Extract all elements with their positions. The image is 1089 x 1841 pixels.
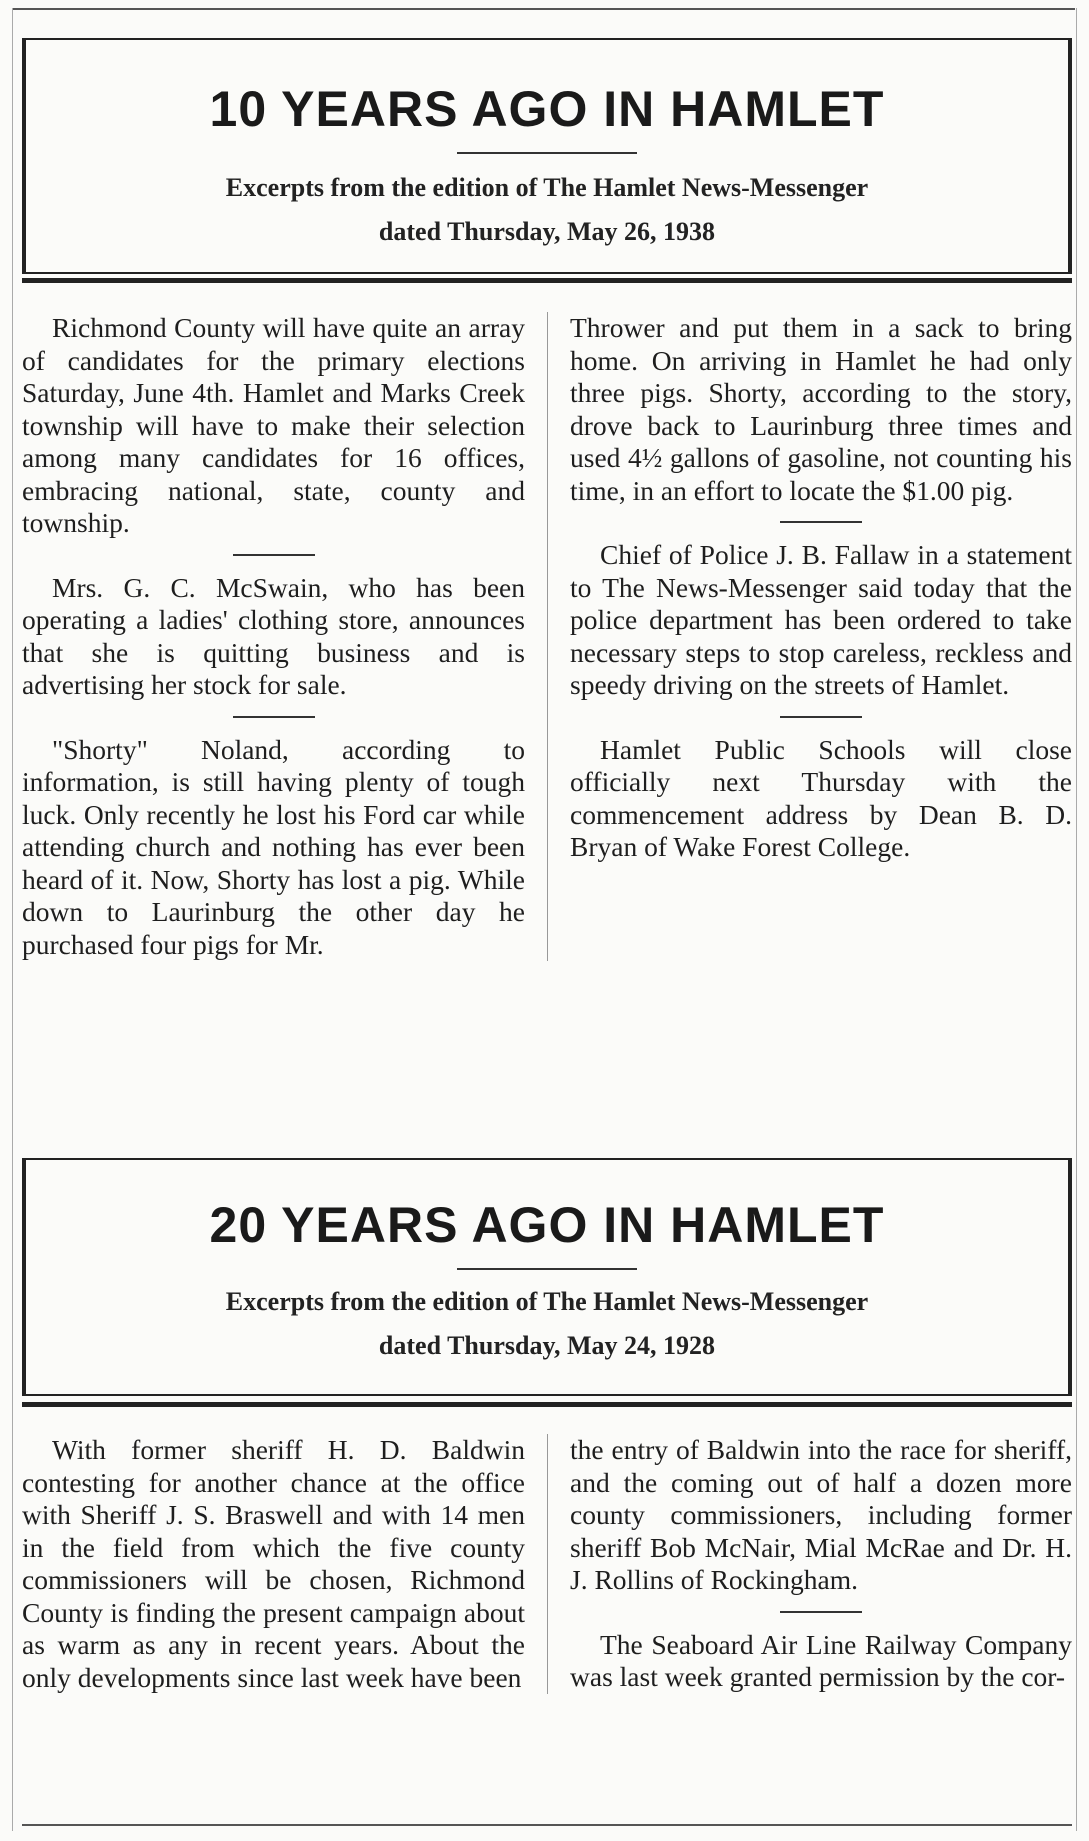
- section-2-subtitle-line-1: Excerpts from the edition of The Hamlet News-Messenger: [225, 1287, 869, 1316]
- section-2-left-column: [22, 1434, 547, 1694]
- section-1-left-column: [22, 312, 547, 961]
- bottom-border-rule: [22, 1824, 1072, 1826]
- section-1-subtitle-line-1: Excerpts from the edition of The Hamlet News-Messenger: [225, 173, 869, 202]
- article-shorty-noland: "Shorty" Noland, according to information, is still having plenty of tough luck. Only recently he lost his Ford car while attending church and nothing has ever been heard of it. Now, Shorty has lost a pig. While down to Laurinburg the other day he purchased four pigs for Mr.: [22, 733, 525, 960]
- left-margin-rule: [12, 8, 13, 1831]
- article-seaboard-railway: The Seaboard Air Line Railway Company was last week granted permission by the cor-: [570, 1628, 1072, 1692]
- section-2-title-rule: [457, 1268, 637, 1270]
- section-1-header-box: [22, 38, 1072, 274]
- section-1-right-column: [547, 312, 1072, 961]
- article-primary-elections: Richmond County will have quite an array of candidates for the primary elections Saturday, June 4th. Hamlet and Marks Creek township will have to make their selection among many candidates for 16 offices, embracing national, state, county and township.: [22, 312, 525, 538]
- top-border-rule: [12, 8, 1075, 10]
- article-police-chief: Chief of Police J. B. Fallaw in a statement to The News-Messenger said today that the police department has been ordered to take necessary steps to stop careless, reckless and speedy driving on the streets of Hamlet.: [570, 539, 1072, 700]
- section-2-header: [22, 1158, 1072, 1407]
- article-separator: [780, 1611, 862, 1613]
- section-1-title-rule: [457, 152, 637, 154]
- article-sheriff-race: With former sheriff H. D. Baldwin contesting for another chance at the office with Sheriff J. S. Braswell and with 14 men in the field from which the five county commissioners will be chosen, Richmond County is finding the present campaign about as warm as any in recent years. About the only developments since last week have been: [22, 1434, 525, 1693]
- article-mcswain-store: Mrs. G. C. McSwain, who has been operating a ladies' clothing store, announces that she is quitting business and is advertising her stock for sale.: [22, 571, 525, 700]
- section-1-subtitle-line-2: dated Thursday, May 26, 1938: [378, 217, 716, 246]
- section-1-header: [22, 38, 1072, 283]
- section-2-title: 20 YEARS AGO IN HAMLET: [209, 1197, 885, 1253]
- article-public-schools: Hamlet Public Schools will close officially next Thursday with the commencement address by Dean B. D. Bryan of Wake Forest College.: [570, 733, 1072, 862]
- article-shorty-noland-continued: Thrower and put them in a sack to bring home. On arriving in Hamlet he had only three pigs. Shorty, according to the story, drove back to Laurinburg three times and used 4½ gallons of gasoline, not counting his time, in an effort to locate the $1.00 pig.: [570, 312, 1072, 506]
- article-sheriff-race-continued: the entry of Baldwin into the race for sheriff, and the coming out of half a dozen more county commissioners, including former sheriff Bob McNair, Mial McRae and Dr. H. J. Rollins of Rockingham.: [570, 1434, 1072, 1595]
- section-1-columns: [22, 312, 1072, 961]
- article-separator: [233, 554, 315, 556]
- section-1-heavy-rule: [22, 278, 1072, 283]
- section-2-subtitle-line-2: dated Thursday, May 24, 1928: [378, 1331, 716, 1360]
- section-1-title: 10 YEARS AGO IN HAMLET: [209, 81, 885, 137]
- section-2-right-column: [547, 1434, 1072, 1694]
- article-separator: [780, 521, 862, 523]
- section-2-heavy-rule: [22, 1402, 1072, 1407]
- right-margin-rule: [1076, 8, 1077, 1831]
- article-separator: [233, 716, 315, 718]
- section-2-header-box: [22, 1158, 1072, 1396]
- section-2-columns: [22, 1434, 1072, 1694]
- article-separator: [780, 716, 862, 718]
